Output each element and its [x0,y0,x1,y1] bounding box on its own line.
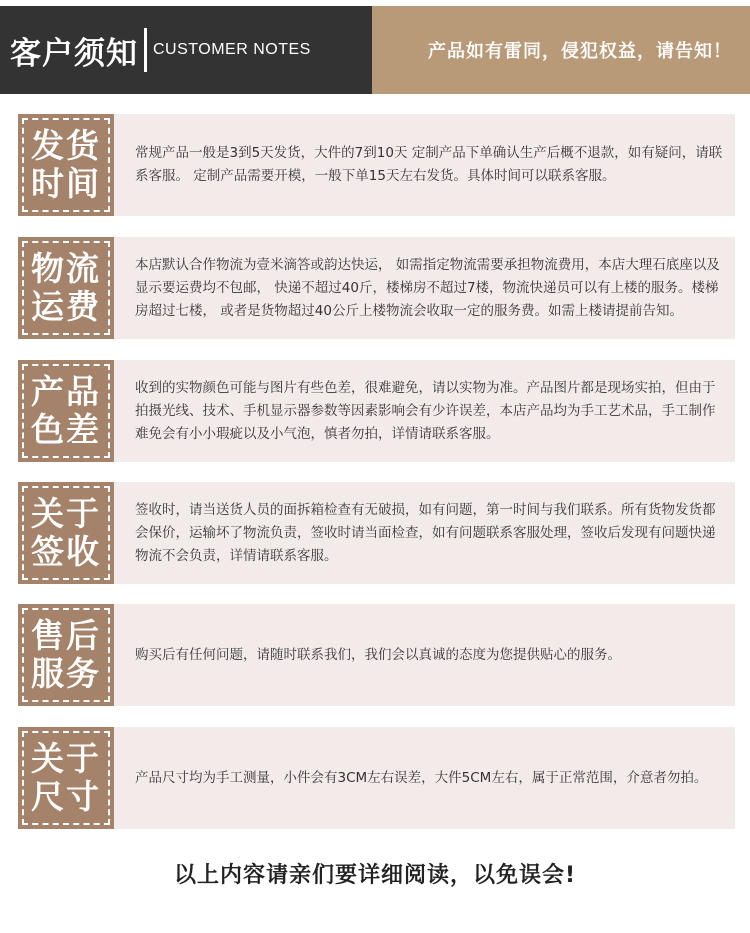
title-divider [144,28,147,72]
badge-line: 物流 [31,249,101,288]
section-body: 产品尺寸均为手工测量，小件会有3CM左右误差，大件5CM左右，属于正常范围，介意者勿拍。 [135,769,708,786]
badge-line: 服务 [31,654,101,693]
header-banner [0,6,750,94]
section-body: 签收时，请当送货人员的面拆箱检查有无破损，如有问题，第一时间与我们联系。所有货物发货都会保价，运输坏了物流负责，签收时请当面检查，如有问题联系客服处理，签收后发现有问题快递物流不会负责，详情请联系客服。 [135,501,716,564]
section-body: 收到的实物颜色可能与图片有些色差，很难避免，请以实物为准。产品图片都是现场实拍，但由于拍摄光线、技术、手机显示器参数等因素影响会有少许误差，本店产品均为手工艺术品，手工制作难免会有小小瑕疵以及小气泡，慎者勿拍，详情请联系客服。 [135,379,716,442]
section-text [135,114,723,216]
section-body: 本店默认合作物流为壹米滴答或韵达快运， 如需指定物流需要承担物流费用，本店大理石底座以及显示要运费均不包邮， 快递不超过40斤，楼梯房不超过7楼，物流快递员可以有上楼的服务。楼梯房超过七楼， 或者是货物超过40公斤上楼物流会收取一定的服务费。如需上楼请提前告知。 [135,256,720,319]
badge-line: 签收 [31,532,101,571]
section-text [135,360,723,462]
section-body: 购买后有任何问题，请随时联系我们，我们会以真诚的态度为您提供贴心的服务。 [135,646,621,663]
section-size [18,727,735,829]
badge-line: 发货 [31,126,101,165]
section-badge [18,237,114,339]
section-badge [18,727,114,829]
section-badge [18,114,114,216]
badge-line: 运费 [31,287,101,326]
header-title-block [0,6,372,94]
badge-line: 色差 [31,410,101,449]
section-badge [18,482,114,584]
header-warning-block [372,6,750,94]
section-text [135,237,723,339]
badge-line: 产品 [31,372,101,411]
section-text [135,482,723,584]
section-logistics-fee [18,237,735,339]
badge-line: 售后 [31,616,101,655]
section-text [135,727,723,829]
section-badge [18,604,114,706]
section-shipping-time [18,114,735,216]
section-receipt [18,482,735,584]
badge-line: 时间 [31,164,101,203]
section-body: 常规产品一般是3到5天发货，大件的7到10天 定制产品下单确认生产后概不退款，如有疑问，请联系客服。 定制产品需要开模，一般下单15天左右发货。具体时间可以联系客服。 [135,145,723,184]
section-color-difference [18,360,735,462]
section-badge [18,360,114,462]
page-title: 客户须知 [10,35,138,72]
section-after-sales [18,604,735,706]
copyright-warning: 产品如有雷同，侵犯权益，请告知！ [428,41,732,62]
badge-line: 关于 [31,739,101,778]
badge-line: 尺寸 [31,777,101,816]
section-text [135,604,723,706]
footer-notice: 以上内容请亲们要详细阅读，以免误会! [173,863,577,888]
badge-line: 关于 [31,494,101,533]
page-subtitle: CUSTOMER NOTES [153,41,311,58]
